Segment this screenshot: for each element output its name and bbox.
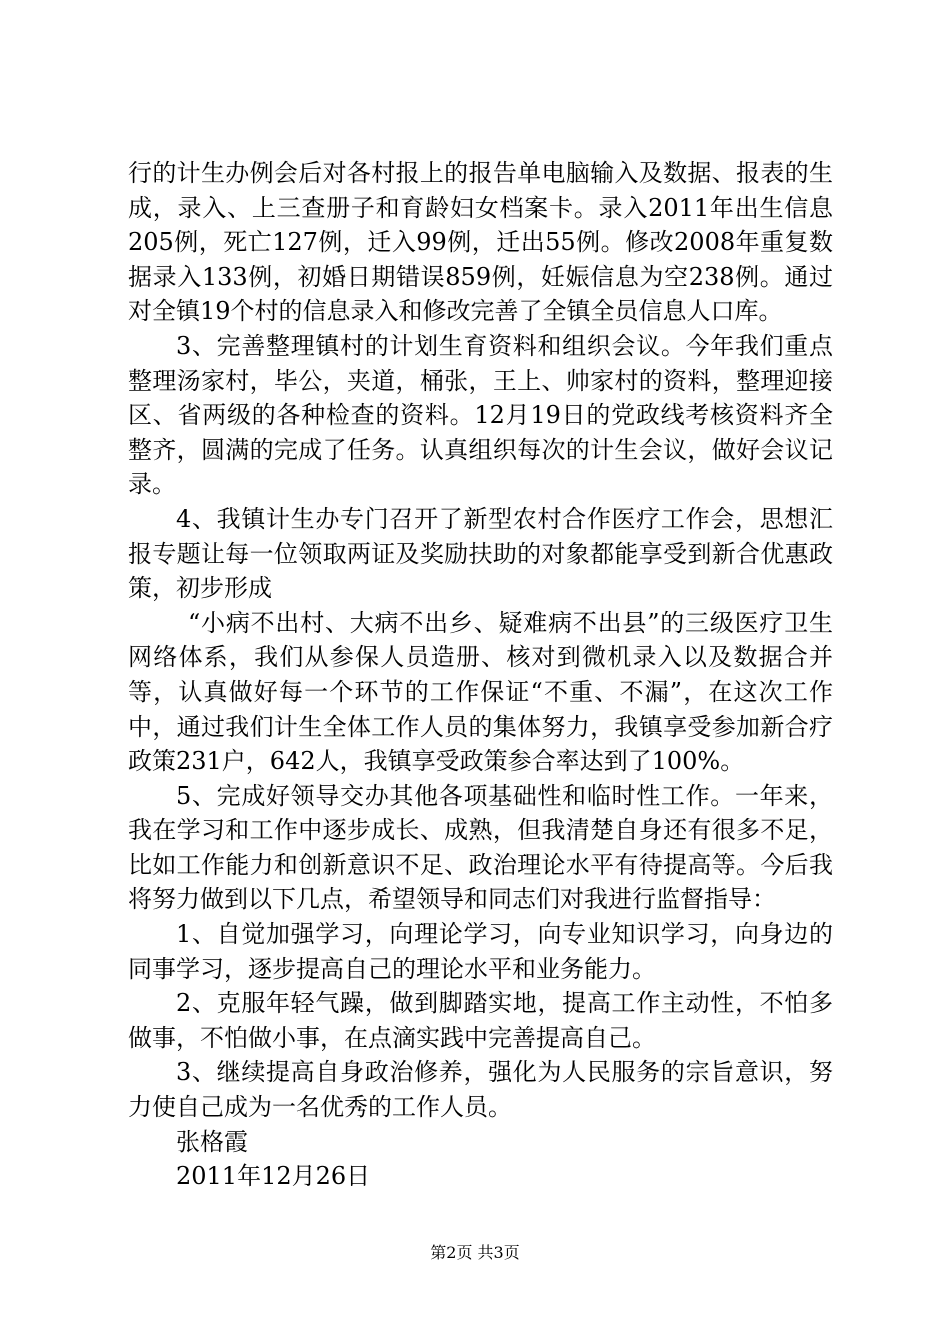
paragraph-item-5: 5、完成好领导交办其他各项基础性和临时性工作。一年来，我在学习和工作中逐步成长、成熟，但我清楚自身还有很多不足，比如工作能力和创新意识不足、政治理论水平有待提高等。今后我将努力做到以下几点，希望领导和同志们对我进行监督指导： xyxy=(128,781,833,914)
paragraph-plan-2: 2、克服年轻气躁，做到脚踏实地，提高工作主动性，不怕多做事，不怕做小事，在点滴实践中完善提高自己。 xyxy=(128,989,833,1052)
signature-date: 2011年12月26日 xyxy=(176,1162,371,1191)
paragraph-plan-3: 3、继续提高自身政治修养，强化为人民服务的宗旨意识，努力使自己成为一名优秀的工作人员。 xyxy=(128,1058,833,1122)
document-body xyxy=(128,156,833,1194)
paragraph-plan-1: 1、自觉加强学习，向理论学习，向专业知识学习，向身边的同事学习，逐步提高自己的理论水平和业务能力。 xyxy=(128,920,833,983)
paragraph-item-3: 3、完善整理镇村的计划生育资料和组织会议。今年我们重点整理汤家村，毕公，夹道，桶张，王上、帅家村的资料，整理迎接区、省两级的各种检查的资料。12月19日的党政线考核资料齐全整齐，圆满的完成了任务。认真组织每次的计生会议，做好会议记录。 xyxy=(128,331,833,499)
page-number-footer: 第2页 共3页 xyxy=(430,1243,520,1262)
paragraph-data-entry: 行的计生办例会后对各村报上的报告单电脑输入及数据、报表的生成，录入、上三查册子和育龄妇女档案卡。录入2011年出生信息205例，死亡127例，迁入99例，迁出55例。修改2008年重复数据录入133例，初婚日期错误859例，妊娠信息为空238例。通过对全镇19个村的信息录入和修改完善了全镇全员信息人口库。 xyxy=(128,159,833,326)
paragraph-item-4: 4、我镇计生办专门召开了新型农村合作医疗工作会，思想汇报专题让每一位领取两证及奖励扶助的对象都能享受到新合优惠政策，初步形成 xyxy=(128,504,833,603)
paragraph-medical-network: “小病不出村、大病不出乡、疑难病不出县”的三级医疗卫生网络体系，我们从参保人员造册、核对到微机录入以及数据合并等，认真做好每一个环节的工作保证“不重、不漏”，在这次工作中，通过我们计生全体工作人员的集体努力，我镇享受参加新合疗政策231户，642人，我镇享受政策参合率达到了100%。 xyxy=(128,608,833,776)
signature-name: 张格霞 xyxy=(176,1127,248,1156)
